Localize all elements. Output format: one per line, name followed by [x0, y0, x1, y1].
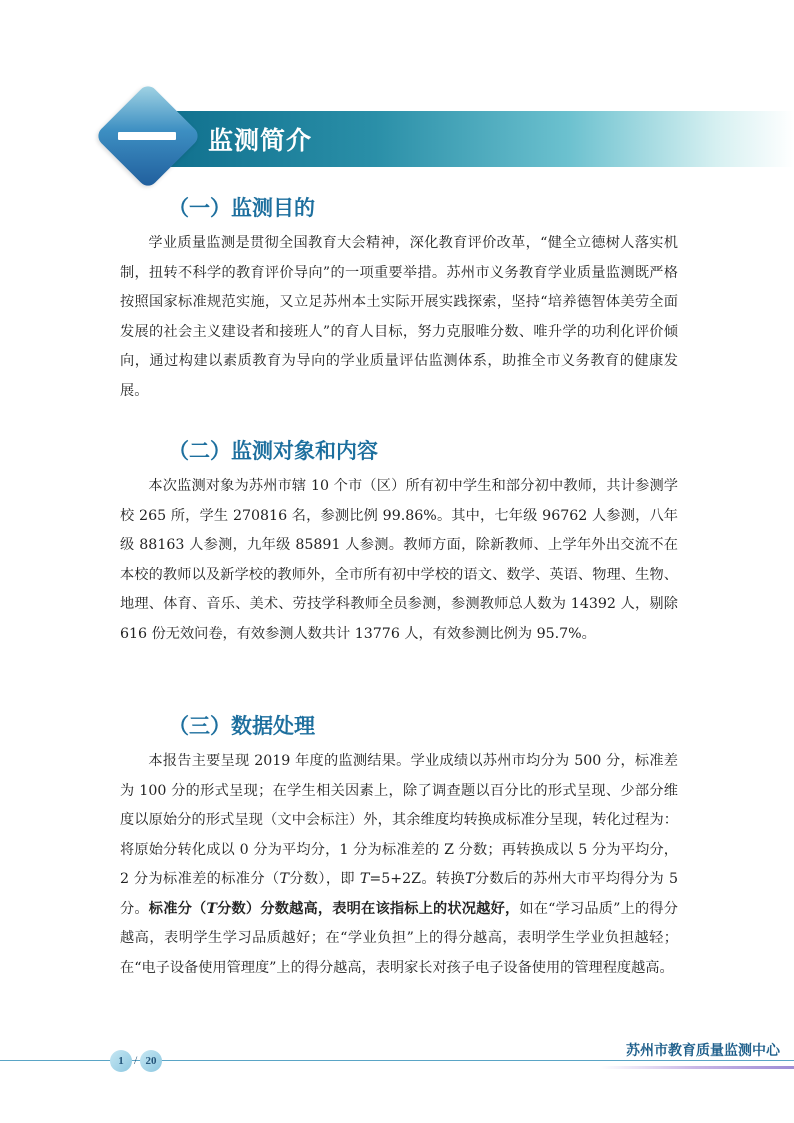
bold-run: 标准分（: [148, 900, 207, 917]
page-separator: /: [134, 1053, 138, 1067]
paragraph-text: [120, 747, 678, 983]
text-run: =5+2Z。转换: [369, 871, 466, 887]
section-heading-subjects: （二）监测对象和内容: [168, 439, 378, 463]
section-paragraph-data-processing: [120, 747, 678, 983]
bold-run: 分数）分数越高，表明在该指标上的状况越好，: [216, 900, 520, 917]
page-current-badge: 1: [110, 1050, 132, 1072]
italic-t: T: [465, 871, 475, 887]
text-run: 如在“学习品质”上的得分越高，表明学生学习品质越好；在“学业负担”上的得分越高，表明学生学业负担越轻；在“电子设备使用管理度”上的得分越高，表明家长对孩子电子设备使用的管理程度越高。: [120, 900, 678, 976]
italic-t: T: [206, 900, 217, 917]
text-run: 分数后的苏州大市平均得分为 5 分。: [120, 871, 678, 917]
text-run: 本报告主要呈现 2019 年度的监测结果。学业成绩以苏州市均分为 500 分，标准差为 100 分的形式呈现；在学生相关因素上，除了调查题以百分比的形式呈现、少部分维度以原始分的形式呈现（文中会标注）外，其余维度均转换成标准分呈现，转化过程为：将原始分转化成以 0 分为平均分，1 分为标准差的 Z 分数；再转换成以 5 分为平均分，2 分为标准差的标准分（: [120, 753, 678, 887]
section-paragraph-subjects: [120, 472, 678, 649]
section-heading-purpose: （一）监测目的: [168, 196, 315, 220]
chapter-title: 监测简介: [208, 126, 313, 155]
page-total-badge: 20: [140, 1050, 162, 1072]
section-heading-data-processing: （三）数据处理: [168, 714, 315, 738]
italic-t: T: [359, 871, 370, 887]
section-paragraph-purpose: [120, 229, 678, 406]
footer-organization: 苏州市教育质量监测中心: [626, 1043, 780, 1059]
paragraph-text: 学业质量监测是贯彻全国教育大会精神，深化教育评价改革，“健全立德树人落实机制，扭转不科学的教育评价导向”的一项重要举措。苏州市义务教育学业质量监测既严格按照国家标准规范实施，又立足苏州本土实际开展实践探索，坚持“培养德智体美劳全面发展的社会主义建设者和接班人”的育人目标，努力克服唯分数、唯升学的功利化评价倾向，通过构建以素质教育为导向的学业质量评估监测体系，助推全市义务教育的健康发展。: [120, 235, 678, 399]
text-run: 分数），即: [288, 871, 360, 887]
footer-accent-line: [600, 1066, 794, 1069]
paragraph-text: 本次监测对象为苏州市辖 10 个市（区）所有初中学生和部分初中教师，共计参测学校 265 所，学生 270816 名，参测比例 99.86%。其中，七年级 96762 人参测，八年级 88163 人参测，九年级 85891 人参测。教师方面，除新教师、上学年外出交流不在本校的教师以及新学校的教师外，全市所有初中学校的语文、数学、英语、物理、生物、地理、体育、音乐、美术、劳技学科教师全员参测，参测教师总人数为 14392 人，剔除 616 份无效问卷，有效参测人数共计 13776 人，有效参测比例为 95.7%。: [120, 478, 678, 642]
italic-t: T: [279, 871, 289, 887]
chapter-number: [118, 132, 176, 140]
